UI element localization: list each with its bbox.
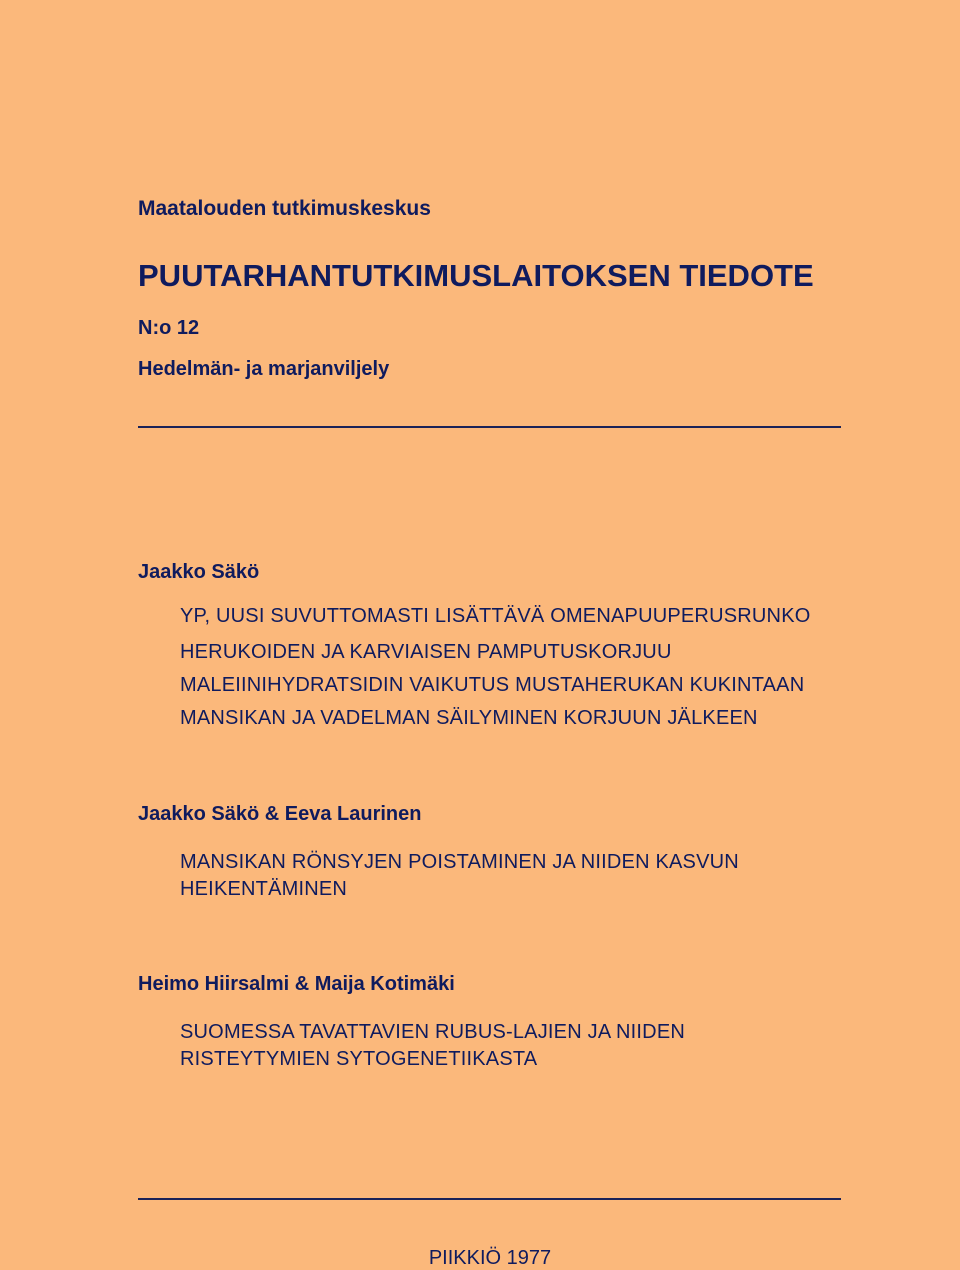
institute-name: Maatalouden tutkimuskeskus <box>138 197 431 220</box>
section-1-article-2: HERUKOIDEN JA KARVIAISEN PAMPUTUSKORJUU <box>180 641 672 663</box>
section-1-article-1: YP, UUSI SUVUTTOMASTI LISÄTTÄVÄ OMENAPUUPERUSRUNKO <box>180 605 811 627</box>
section-2-article-1: MANSIKAN RÖNSYJEN POISTAMINEN JA NIIDEN KASVUN <box>180 851 739 873</box>
top-divider <box>138 426 841 428</box>
place-year-text: PIIKKIÖ 1977 <box>428 1247 552 1269</box>
section-2-author: Jaakko Säkö & Eeva Laurinen <box>138 803 422 825</box>
section-1-article-3: MALEIINIHYDRATSIDIN VAIKUTUS MUSTAHERUKAN KUKINTAAN <box>180 674 805 696</box>
section-3-article-1: SUOMESSA TAVATTAVIEN RUBUS-LAJIEN JA NIIDEN <box>180 1021 685 1043</box>
section-3-article-2: RISTEYTYMIEN SYTOGENETIIKASTA <box>180 1048 538 1070</box>
section-1-author: Jaakko Säkö <box>138 561 260 583</box>
bottom-divider <box>138 1198 841 1200</box>
issue-number: N:o 12 <box>138 317 200 339</box>
subject-category: Hedelmän- ja marjanviljely <box>138 358 390 380</box>
series-title: PUUTARHANTUTKIMUSLAITOKSEN TIEDOTE <box>138 258 814 293</box>
section-1-article-4: MANSIKAN JA VADELMAN SÄILYMINEN KORJUUN JÄLKEEN <box>180 707 758 729</box>
place-and-year <box>0 1247 960 1270</box>
section-2-article-2: HEIKENTÄMINEN <box>180 878 348 900</box>
section-3-author: Heimo Hiirsalmi & Maija Kotimäki <box>138 973 455 995</box>
